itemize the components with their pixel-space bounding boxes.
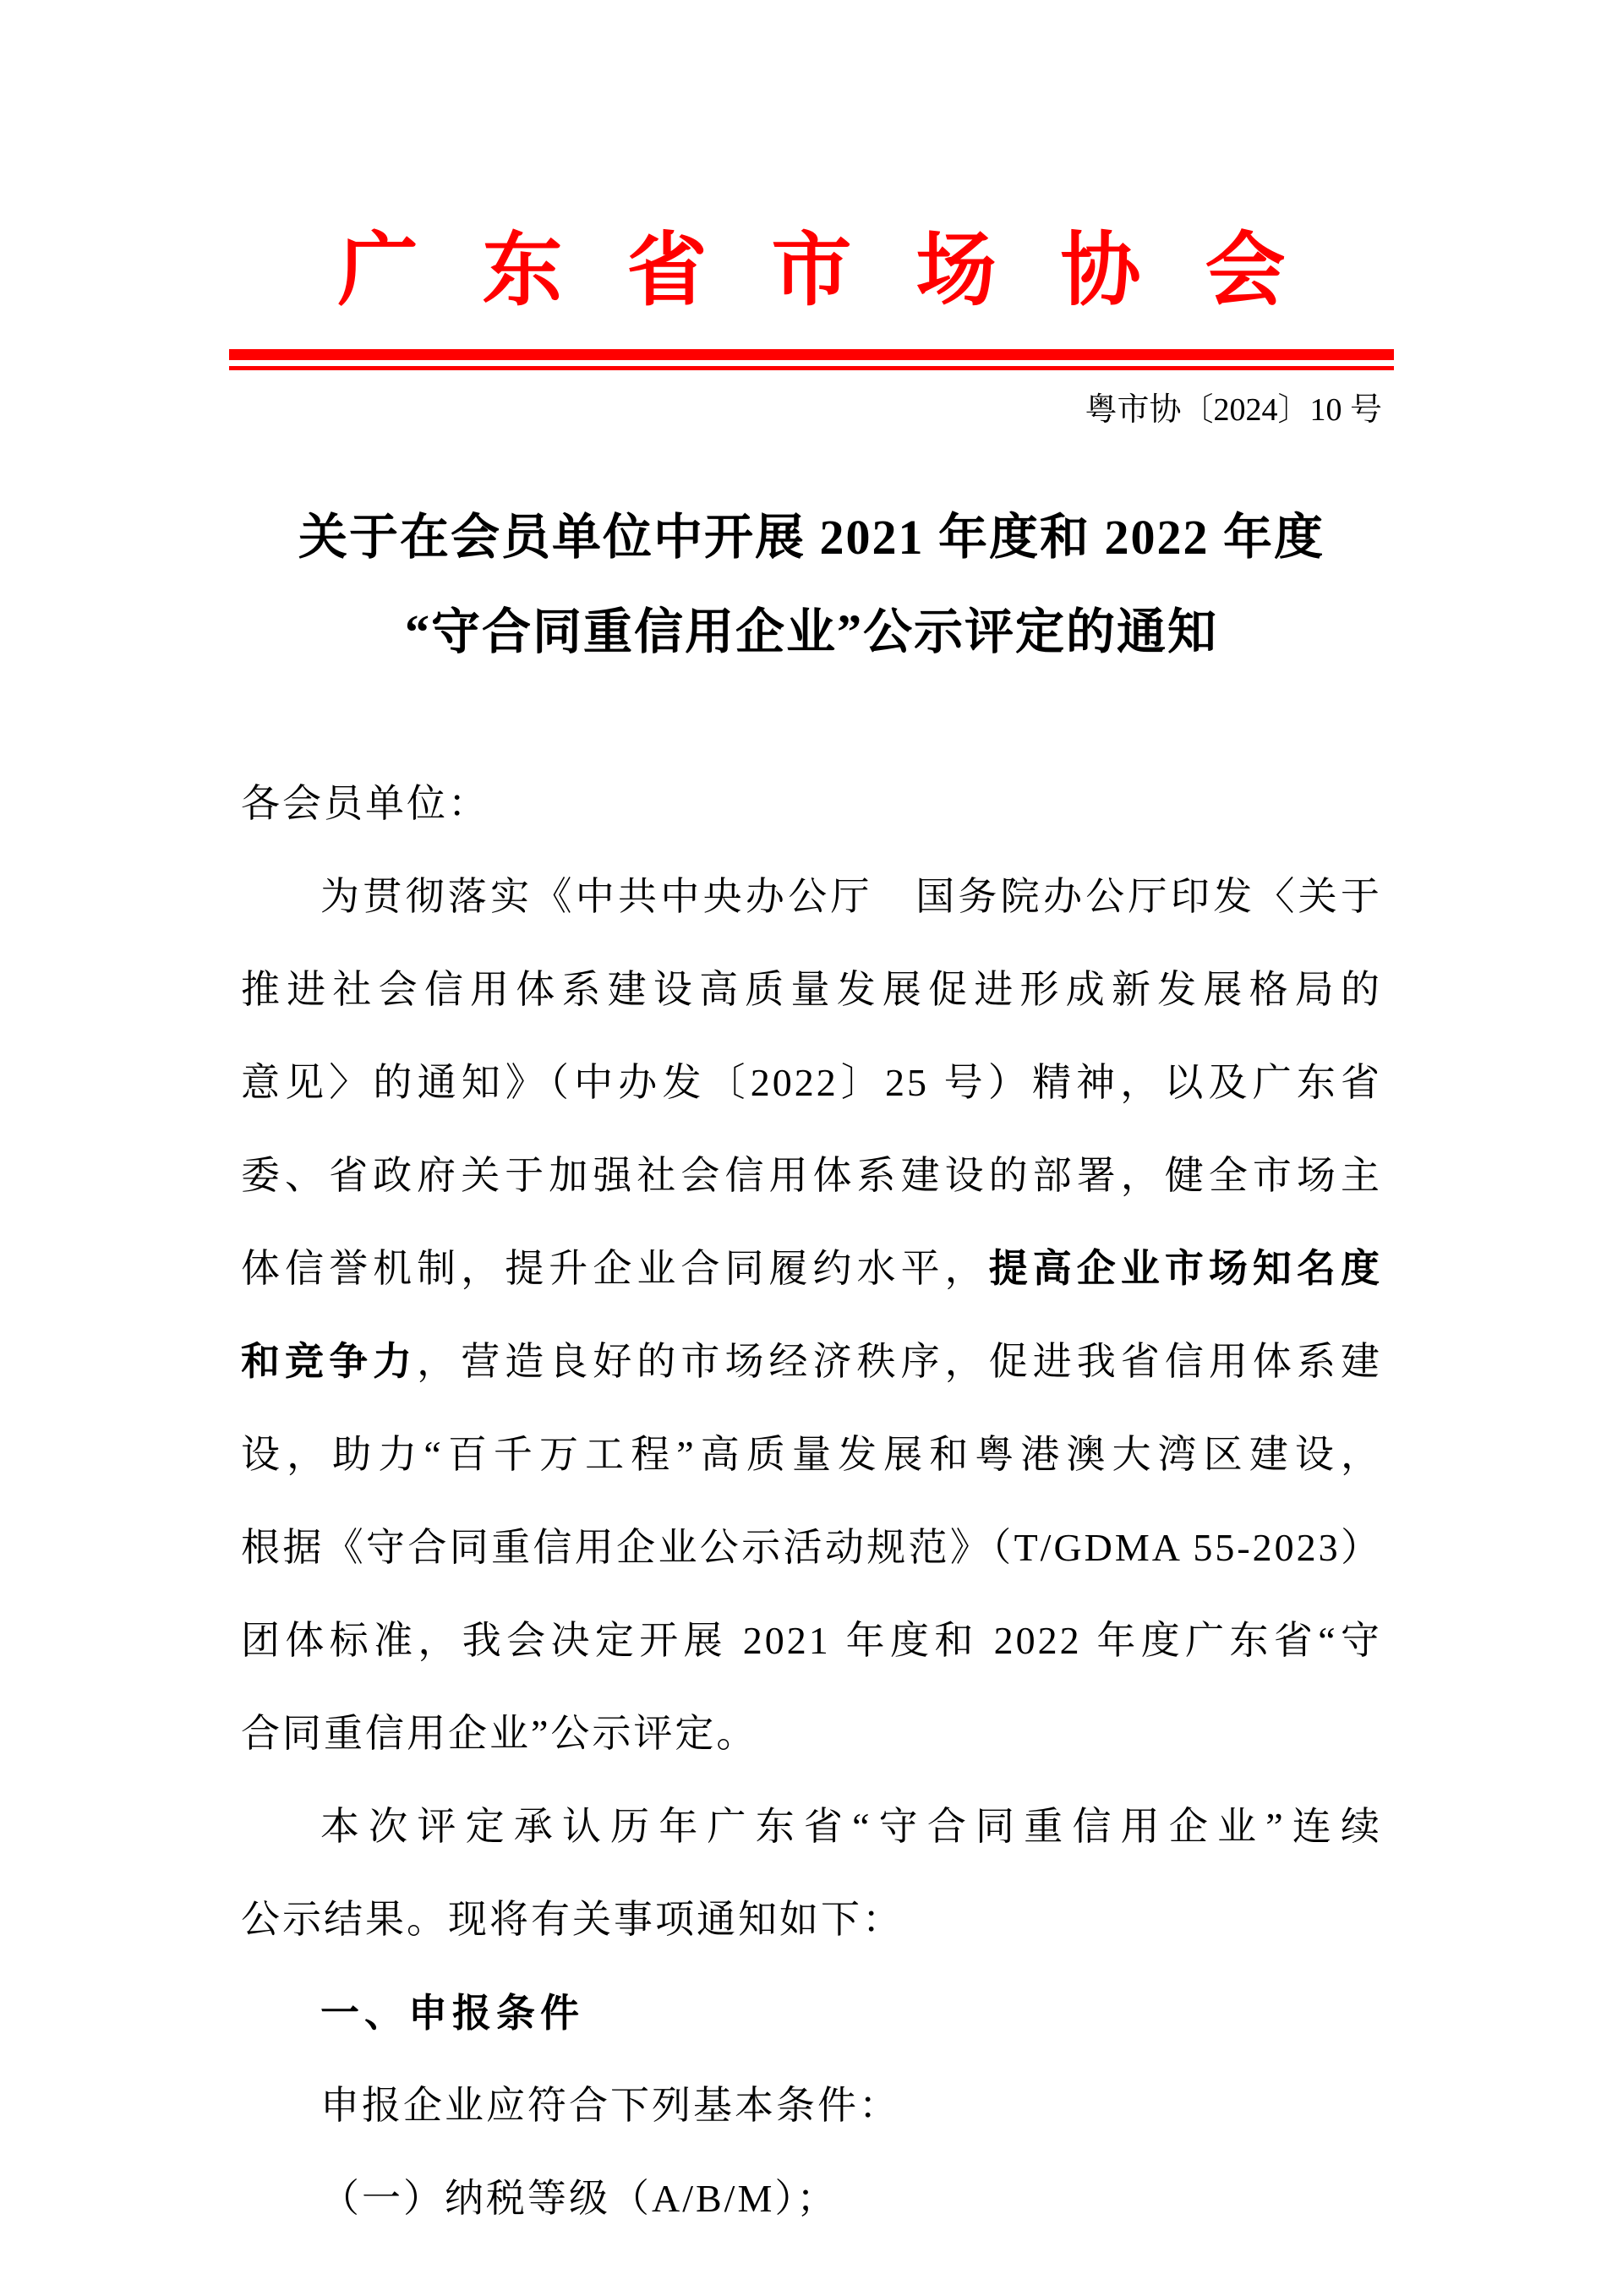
body-line (241, 757, 1382, 850)
body-line (241, 943, 1382, 1036)
letterhead-rule-thin (229, 366, 1394, 370)
body-line (241, 1687, 1382, 1780)
text-run: 申报企业应符合下列基本条件： (320, 2083, 900, 2127)
body-line (241, 1780, 1382, 1873)
body-line (241, 1036, 1382, 1129)
document-title-line2: “守合同重信用企业”公示评定的通知 (404, 604, 1218, 659)
body-line (241, 1408, 1382, 1501)
document-title-line1: 关于在会员单位中开展 2021 年度和 2022 年度 (298, 509, 1325, 565)
text-run: 合同重信用企业”公示评定。 (241, 1711, 758, 1755)
section-heading (241, 1966, 1382, 2059)
text-run: 一、申报条件 (320, 1990, 584, 2035)
body-line (241, 1873, 1382, 1966)
body-line (241, 850, 1382, 943)
text-run: 体信誉机制，提升企业合同履约水平， (241, 1246, 989, 1290)
body-line (241, 1315, 1382, 1408)
text-run: 推进社会信用体系建设高质量发展促进形成新发展格局的 (241, 967, 1382, 1011)
text-run: 团体标准，我会决定开展 2021 年度和 2022 年度广东省“守 (241, 1618, 1382, 1662)
text-run: 设，助力“百千万工程”高质量发展和粤港澳大湾区建设， (241, 1432, 1382, 1476)
body-line (241, 2059, 1382, 2152)
text-run: 和竞争力 (241, 1339, 418, 1383)
text-run: 公示结果。现将有关事项通知如下： (241, 1897, 904, 1941)
text-run: 各会员单位： (241, 781, 489, 825)
text-run: 提高企业市场知名度 (988, 1246, 1383, 1290)
body-line (241, 1222, 1382, 1315)
body-line (241, 1129, 1382, 1222)
text-run: ，营造良好的市场经济秩序，促进我省信用体系建 (417, 1339, 1383, 1383)
document-body (241, 757, 1382, 2245)
document-content (0, 225, 1623, 2245)
text-run: 委、省政府关于加强社会信用体系建设的部署，健全市场主 (241, 1153, 1382, 1197)
letterhead-org-name: 广东省市场协会 (337, 226, 1350, 315)
body-line (241, 1501, 1382, 1594)
body-line (241, 1594, 1382, 1687)
text-run: 意见〉的通知》（中办发〔2022〕25 号）精神，以及广东省 (241, 1060, 1382, 1104)
letterhead-rule-thick (229, 349, 1394, 360)
text-run: （一）纳税等级（A/B/M）； (320, 2176, 839, 2220)
document-title (241, 490, 1382, 680)
text-run: 为贯彻落实《中共中央办公厅 国务院办公厅印发〈关于 (320, 874, 1382, 918)
body-line (241, 2152, 1382, 2245)
text-run: 本次评定承认历年广东省“守合同重信用企业”连续 (320, 1804, 1382, 1848)
document-number: 粤市协〔2024〕10 号 (1085, 392, 1382, 429)
text-run: 根据《守合同重信用企业公示活动规范》（T/GDMA 55-2023） (241, 1525, 1382, 1569)
